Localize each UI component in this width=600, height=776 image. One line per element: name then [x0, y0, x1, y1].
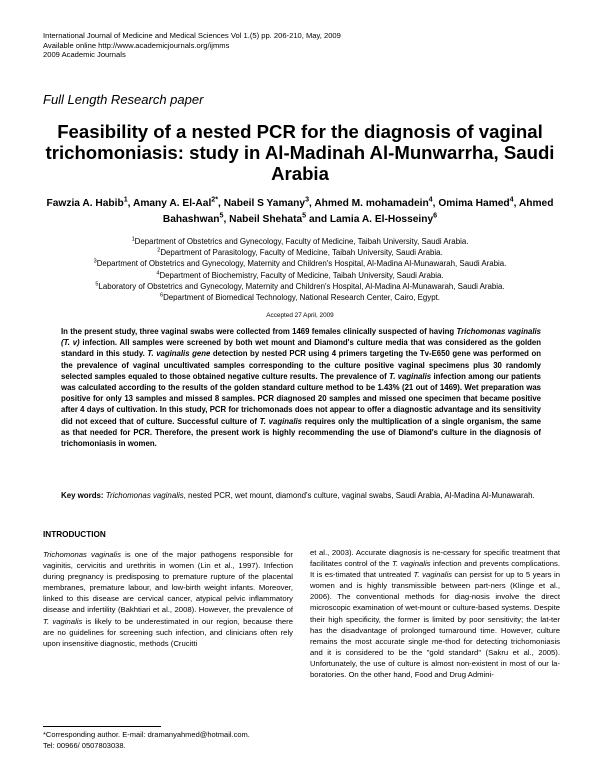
paper-title: Feasibility of a nested PCR for the diagnosis of vaginal trichomoniasis: study in Al-Madinah Al-Munwarrha, Saudi Arabia [45, 121, 555, 184]
author: Fawzia A. Habib$^1$ [46, 195, 128, 209]
affiliation: $^3$Department of Obstetrics and Gynecology, Maternity and Children's Hospital, Al-Madina Al-Munawarah, Saudi Arabia. [93, 258, 507, 269]
affiliation: $^4$Department of Biochemistry, Faculty of Medicine, Taibah University, Saudi Arabia. [156, 269, 444, 280]
abstract: In the present study, three vaginal swabs were collected from 1469 females clinically suspected of having Trichomonas vaginalis (T. v) infection. All samples were screened by both wet mount and Diamond's culture media that was considered as the golden standard in this study. T. vaginalis gene detection by nested PCR using 4 primers targeting the Tv-E650 gene was performed on the prevalence of vaginal uncultivated samples corresponding to the culture positive vaginal specimens plus 30 randomly selected samples equaled to those obtained negative culture results. The prevalence of T. vaginalis infection among our patients was calculated according to the results of the golden standard culture method to be 1.43% (21 out of 1469). Wet preparation was positive for only 13 samples and missed 8 samples. PCR diagnosed 20 samples and missed one specimen that became positive after 4 days of cultivation. In this study, PCR for trichomonads does not appear to offer a diagnostic advantage and its sensitivity did not exceed that of culture. Successful culture of T. vaginalis requires only the multiplication of a single organism, the same as that needed for PCR. Therefore, the present work is highly recommending the use of Diamond's culture in the diagnosis of trichomoniasis in women. [61, 327, 542, 449]
journal-header [43, 31, 341, 60]
affiliation: $^6$Department of Biomedical Technology, National Research Center, Cairo, Egypt. [160, 292, 440, 303]
author: Ahmed Bahashwan$^5$ [162, 198, 554, 225]
footnote-rule [43, 726, 161, 727]
intro-column-right: et al., 2003). Accurate diagnosis is ne-cessary for specific treatment that facilitates control of the T. vaginalis infection and prevents complications. It is es-timated that untreated T. vaginalis can persist for up to 5 years in women and is highly transmissible between part-ners (Klinge et al., 2006). The conventional methods for diag-nosis involve the direct microscopic examination of wet-mount or culture-based systems. Despite their high specificity, the former is limited by poor sensitivity; the lat-ter has the disadvantage of prolonged turnaround time. However, culture remains the most accurate single me-thod for detecting trichomoniasis and it is considered to be the "gold standard" (Sakru et al., 2005). Unfortunately, the use of culture is almost non-existent in most of our la-boratories. On the other hand, Food and Drug Admini- [310, 548, 560, 680]
keywords [61, 490, 541, 501]
author-list: Fawzia A. Habib$^1$, Amany A. El-Aal$^{2*}$, Nabeil S Yamany$^3$, Ahmed M. mohamadein$^4$, Omima Hamed$^4$, Ahmed Bahashwan$^5$, Nabeil Shehata$^5$ and Lamia A. El-Hosseiny$^6$ [46, 195, 554, 225]
affiliation: $^5$Laboratory of Obstetrics and Gynecology, Maternity and Children's Hospital, Al-Madina Al-Munawarah, Saudi Arabia. [95, 281, 505, 291]
author: Ahmed M. mohamadein$^4$ [314, 195, 433, 209]
corresponding-author: *Corresponding author. E-mail: dramanyahmed@hotmail.com. [43, 730, 250, 739]
footnote [43, 729, 250, 751]
author: Lamia A. El-Hosseiny$^6$ [329, 211, 438, 225]
intro-column-left: Trichomonas vaginalis is one of the major pathogens responsible for vaginitis, cervicitis and urethritis in women (Lin et al., 1997). Infection during pregnancy is predisposing to premature rupture of the placental membranes, premature labour, and low-birth weight infants. Moreover, linked to this disease are cervical cancer, atypical pelvic inflammatory disease and infertility (Bakhtiari et al., 2008). However, the prevalence of T. vaginalis is likely to be underestimated in our region, because there are no guidelines for screening such infection, and clinicians often rely upon insensitive diagnostic, methods (Crucitti [43, 550, 293, 648]
affiliations [40, 236, 560, 303]
online-url: Available online http://www.academicjournals.org/ijmms [43, 40, 230, 50]
keywords-text: Trichomonas vaginalis, nested PCR, wet mount, diamond's culture, vaginal swabs, Saudi Arabia, Al-Madina Al-Munawarah. [105, 491, 535, 500]
journal-citation: International Journal of Medicine and Medical Sciences Vol 1.(5) pp. 206-210, May, 2009 [43, 31, 341, 40]
author: Nabeil Shehata$^5$ [229, 211, 307, 225]
affiliation: $^1$Department of Obstetrics and Gynecology, Faculty of Medicine, Taibah University, Saudi Arabia. [131, 236, 469, 246]
affiliation: $^2$Department of Parasitology, Faculty of Medicine, Taibah University, Saudi Arabia. [157, 247, 443, 258]
author: Amany A. El-Aal$^{2*}$ [132, 195, 219, 209]
article-type: Full Length Research paper [43, 92, 204, 107]
copyright: 2009 Academic Journals [43, 50, 126, 60]
author: Nabeil S Yamany$^3$ [223, 195, 310, 209]
telephone: Tel: 00966/ 0507803038. [43, 741, 126, 750]
keywords-label: Key words: [61, 491, 104, 500]
accepted-date: Accepted 27 April, 2009 [266, 312, 334, 319]
author: Omima Hamed$^4$ [438, 195, 514, 209]
introduction-heading: INTRODUCTION [43, 530, 106, 539]
